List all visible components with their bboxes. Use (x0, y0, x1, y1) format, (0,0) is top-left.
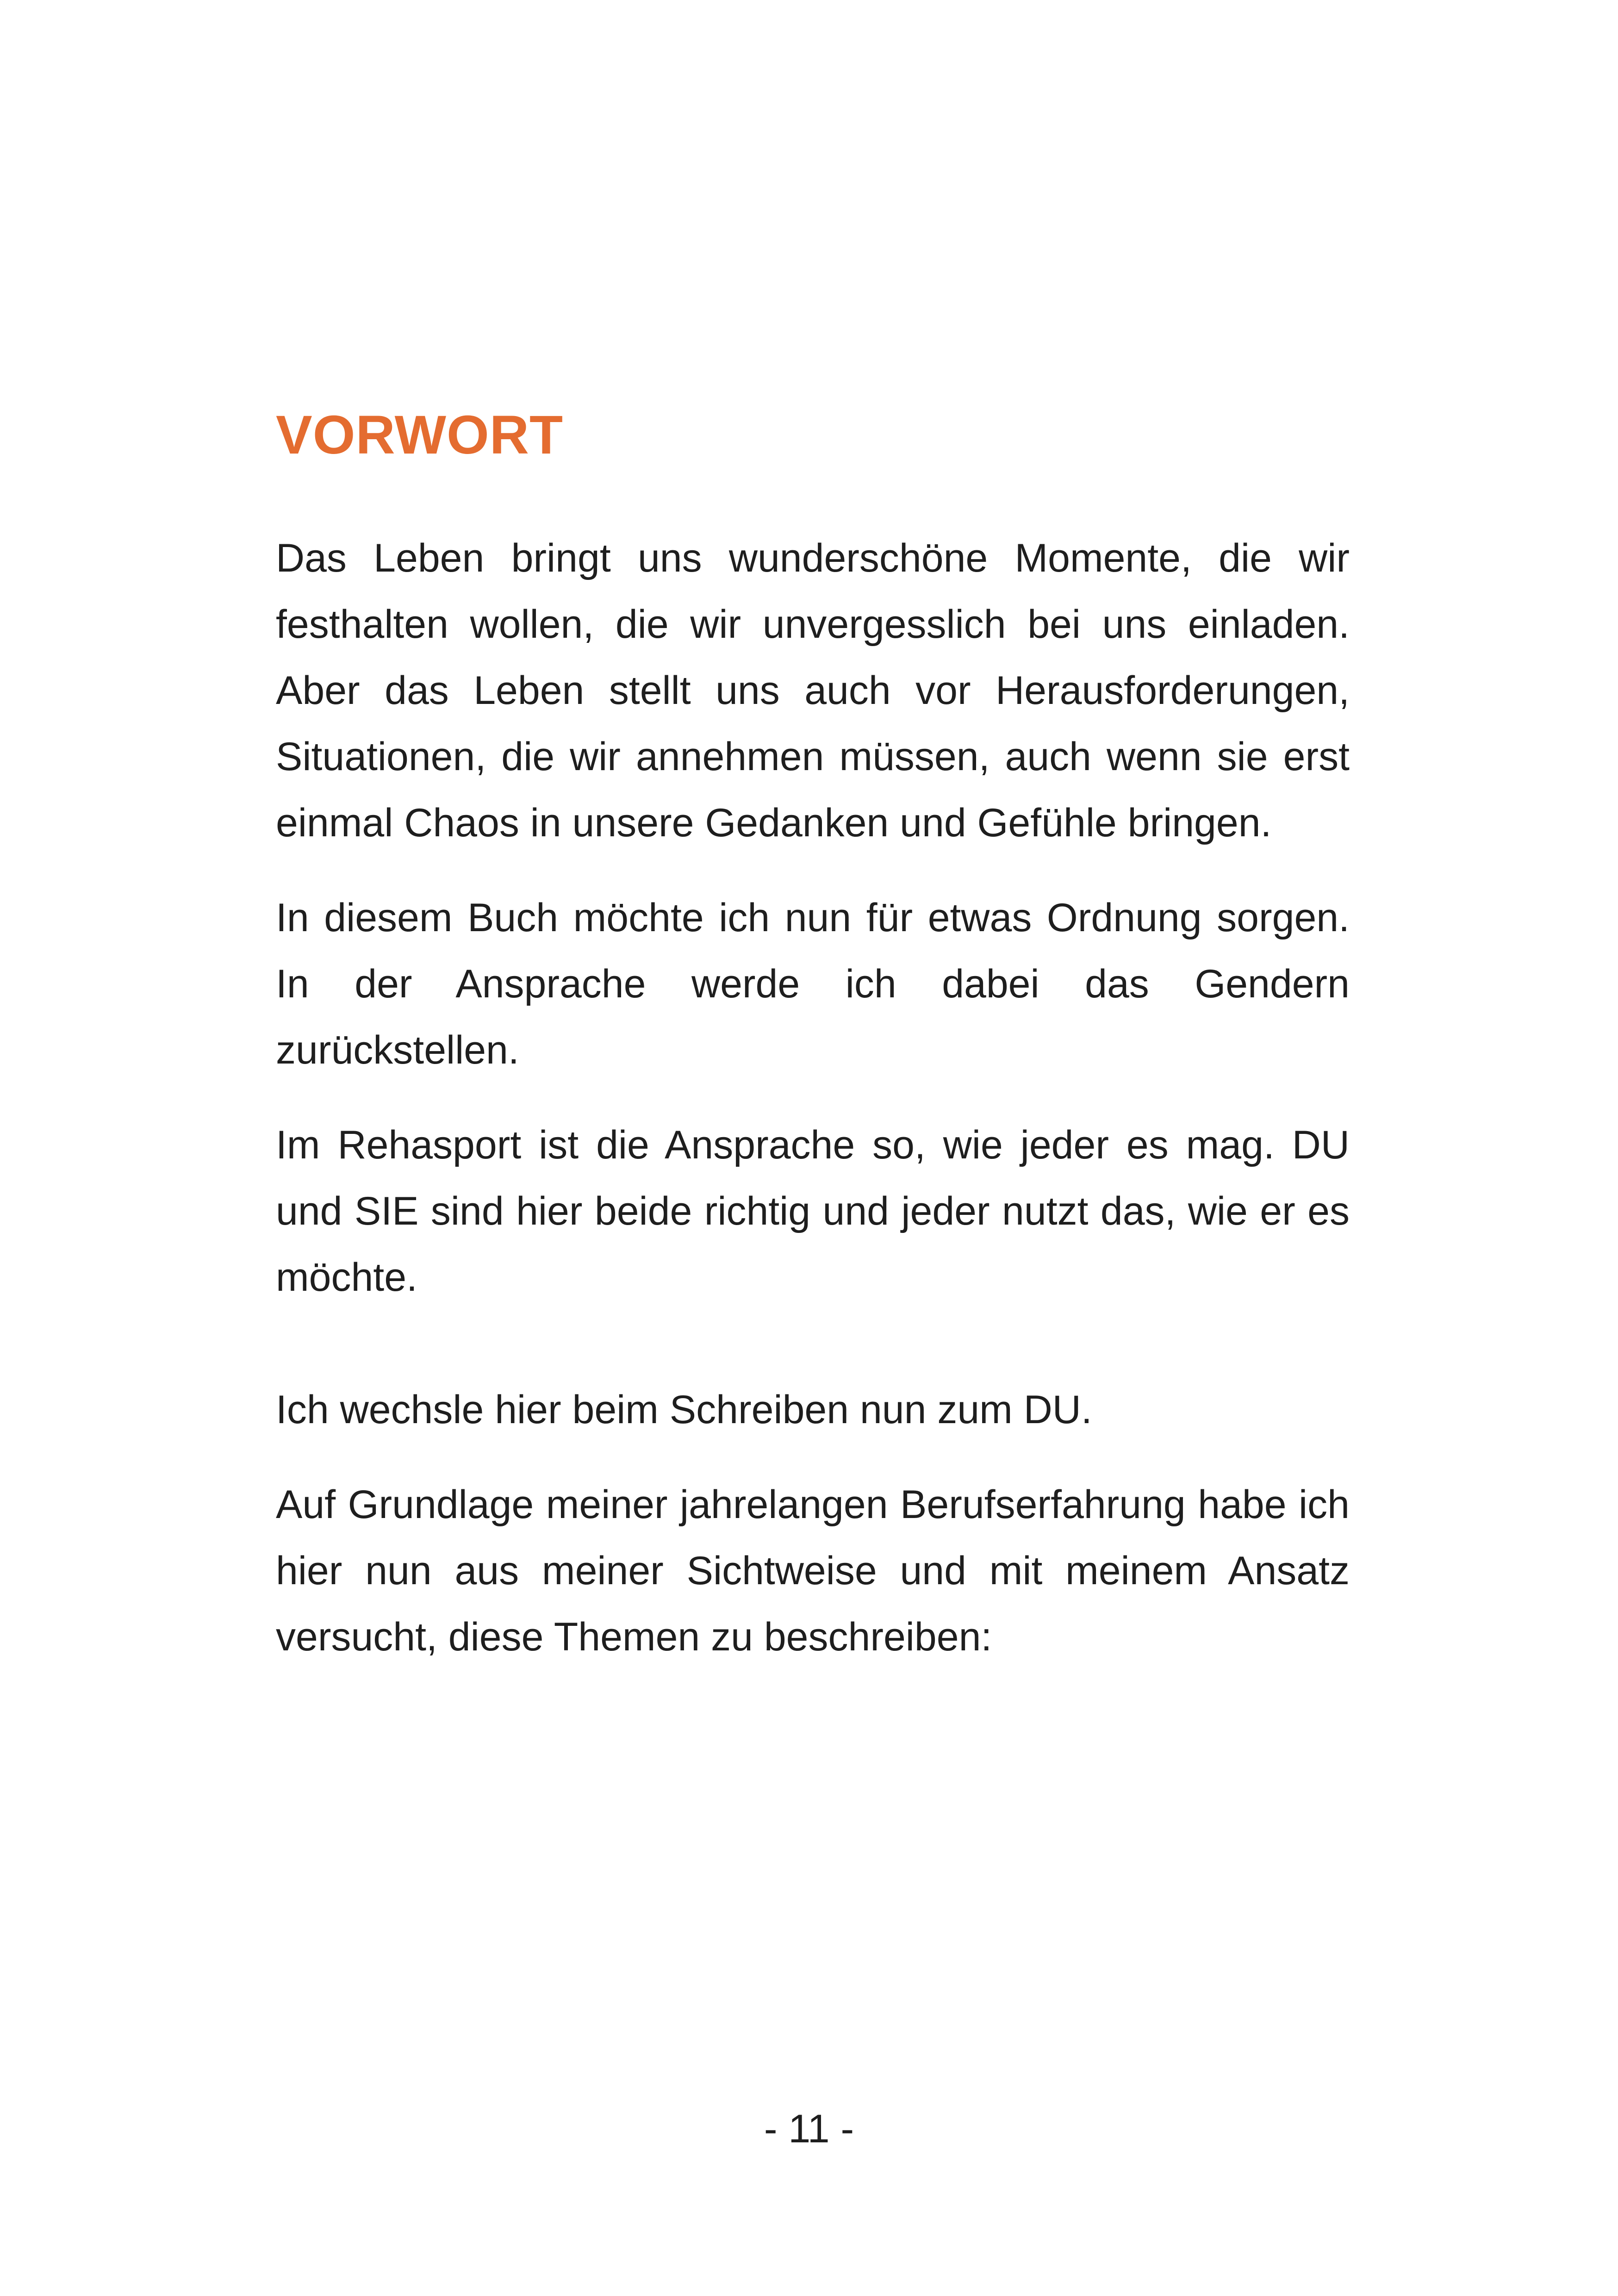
paragraph-approach: Auf Grundlage meiner jahrelangen Berufserfahrung habe ich hier nun aus meiner Sichtweise und mit meinem Ansatz versucht, diese Themen zu beschreiben: (276, 1482, 1350, 1659)
paragraph-spacer (276, 1083, 1350, 1112)
paragraph-spacer (276, 856, 1350, 885)
paragraph-order: In diesem Buch möchte ich nun für etwas Ordnung sorgen. In der Ansprache werde ich dabei das Gendern zurückstellen. (276, 896, 1350, 1072)
chapter-title: VORWORT (276, 404, 564, 466)
paragraph-spacer (276, 1311, 1350, 1377)
page-number: - 11 - (764, 2107, 854, 2151)
paragraph-address: Im Rehasport ist die Ansprache so, wie jeder es mag. DU und SIE sind hier beide richtig und jeder nutzt das, wie er es möchte. (276, 1123, 1350, 1300)
page-content (276, 403, 1350, 1670)
paragraph-spacer (276, 1443, 1350, 1472)
paragraph-switch: Ich wechsle hier beim Schreiben nun zum DU. (276, 1388, 1092, 1432)
paragraph-intro: Das Leben bringt uns wunderschöne Momente, die wir festhalten wollen, die wir unvergesslich bei uns einladen. Aber das Leben stellt uns auch vor Herausforderungen, Situationen, die wir annehmen müssen, auch wenn sie erst einmal Chaos in unsere Gedanken und Gefühle bringen. (276, 536, 1350, 845)
